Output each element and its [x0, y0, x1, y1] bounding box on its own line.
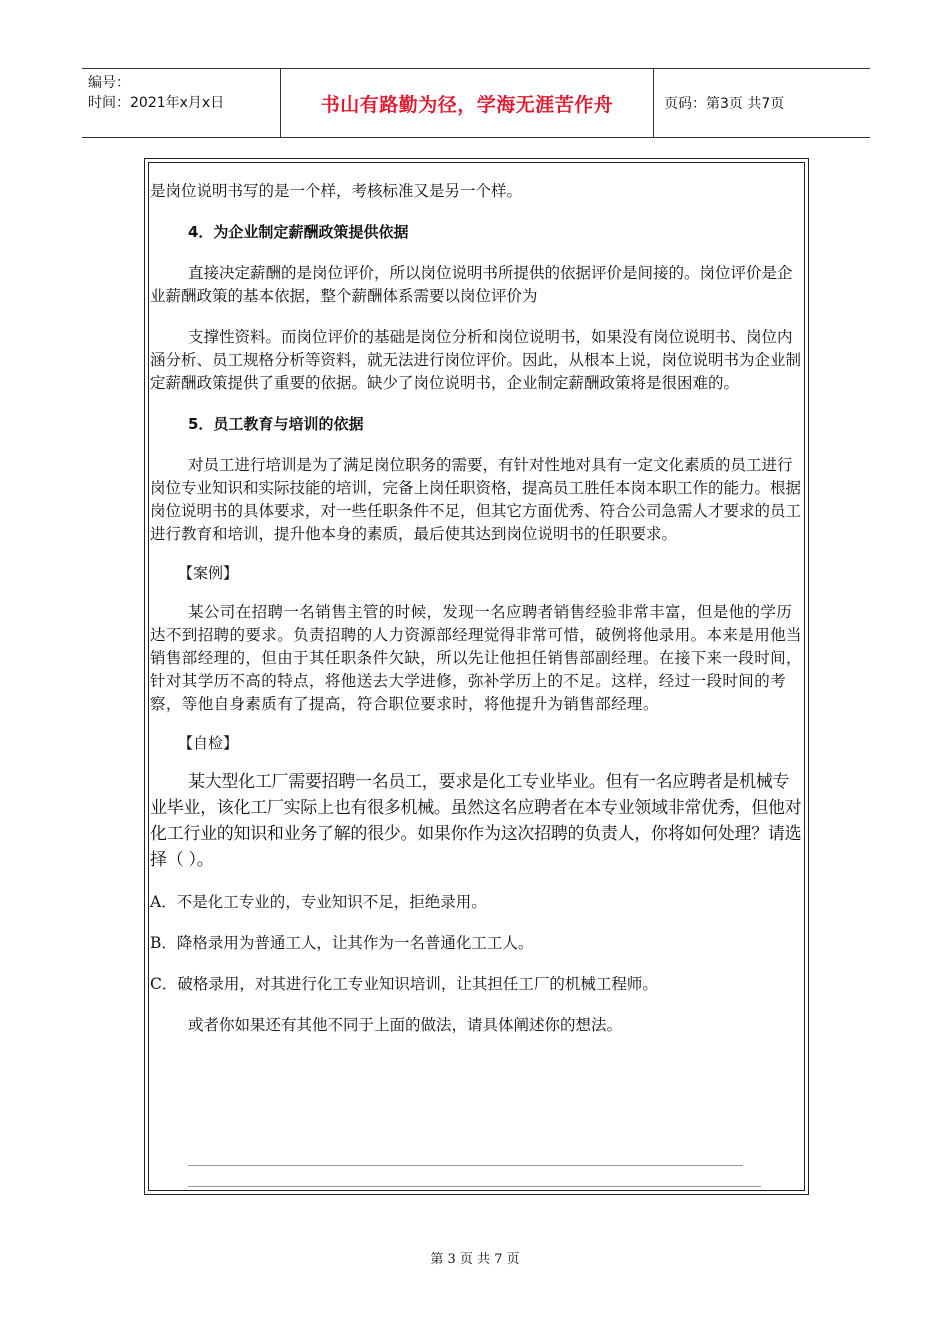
- time-label: 时间：2021年x月x日: [88, 95, 225, 111]
- header-table: [82, 68, 870, 138]
- motto: 书山有路勤为径，学海无涯苦作舟: [320, 93, 614, 116]
- case-label: 【案例】: [178, 564, 239, 582]
- paragraph-4a: 直接决定薪酬的是岗位评价，所以岗位说明书所提供的依据评价是间接的。岗位评价是企业薪酬政策的基本依据，整个薪酬体系需要以岗位评价为: [150, 264, 793, 305]
- self-check-label: 【自检】: [178, 734, 239, 752]
- question-text: 某大型化工厂需要招聘一名员工，要求是化工专业毕业。但有一名应聘者是机械专业毕业，该化工厂实际上也有很多机械。虽然这名应聘者在本专业领域非常优秀，但他对化工行业的知识和业务了解的很少。如果你作为这次招聘的负责人，你将如何处理？请选择（ ）。: [150, 772, 802, 870]
- paragraph-5: 对员工进行培训是为了满足岗位职务的需要，有针对性地对具有一定文化素质的员工进行岗位专业知识和实际技能的培训，完备上岗任职资格，提高员工胜任本岗本职工作的能力。根据岗位说明书的具体要求，对一些任职条件不足，但其它方面优秀、符合公司急需人才要求的员工进行教育和培训，提升他本身的素质，最后使其达到岗位说明书的任职要求。: [150, 456, 802, 543]
- number-label: 编号：: [88, 75, 130, 91]
- header-meta: [82, 69, 281, 137]
- case-text: 某公司在招聘一名销售主管的时候，发现一名应聘者销售经验非常丰富，但是他的学历达不到招聘的要求。负责招聘的人力资源部经理觉得非常可惜，破例将他录用。本来是用他当销售部经理的，但由于其任职条件欠缺，所以先让他担任销售部副经理。在接下来一段时间，针对其学历不高的特点，将他送去大学进修，弥补学历上的不足。这样，经过一段时间的考察，等他自身素质有了提高，符合职位要求时，将他提升为销售部经理。: [150, 603, 802, 713]
- paragraph-4b: 支撑性资料。而岗位评价的基础是岗位分析和岗位说明书，如果没有岗位说明书、岗位内涵分析、员工规格分析等资料，就无法进行岗位评价。因此，从根本上说，岗位说明书为企业制定薪酬政策提供了重要的依据。缺少了岗位说明书，企业制定薪酬政策将是很困难的。: [150, 328, 802, 392]
- document-body: [150, 180, 805, 1037]
- section-heading-4: 4．为企业制定薪酬政策提供依据: [188, 223, 409, 241]
- page-label: 页码：第3页 共7页: [664, 96, 785, 112]
- other-prompt: 或者你如果还有其他不同于上面的做法，请具体阐述你的想法。: [188, 1016, 623, 1034]
- header-page-cell: [654, 69, 870, 137]
- header-motto-cell: [281, 69, 654, 137]
- answer-line-2: [188, 1186, 761, 1187]
- answer-line-1: [188, 1165, 743, 1166]
- option-c: C．破格录用，对其进行化工专业知识培训，让其担任工厂的机械工程师。: [150, 975, 658, 993]
- option-a: A．不是化工专业的，专业知识不足，拒绝录用。: [150, 893, 487, 911]
- page-footer: 第 3 页 共 7 页: [430, 1252, 520, 1267]
- continuation-paragraph: 是岗位说明书写的是一个样，考核标准又是另一个样。: [150, 182, 523, 200]
- section-heading-5: 5．员工教育与培训的依据: [188, 415, 364, 433]
- option-b: B．降格录用为普通工人，让其作为一名普通化工工人。: [150, 934, 534, 952]
